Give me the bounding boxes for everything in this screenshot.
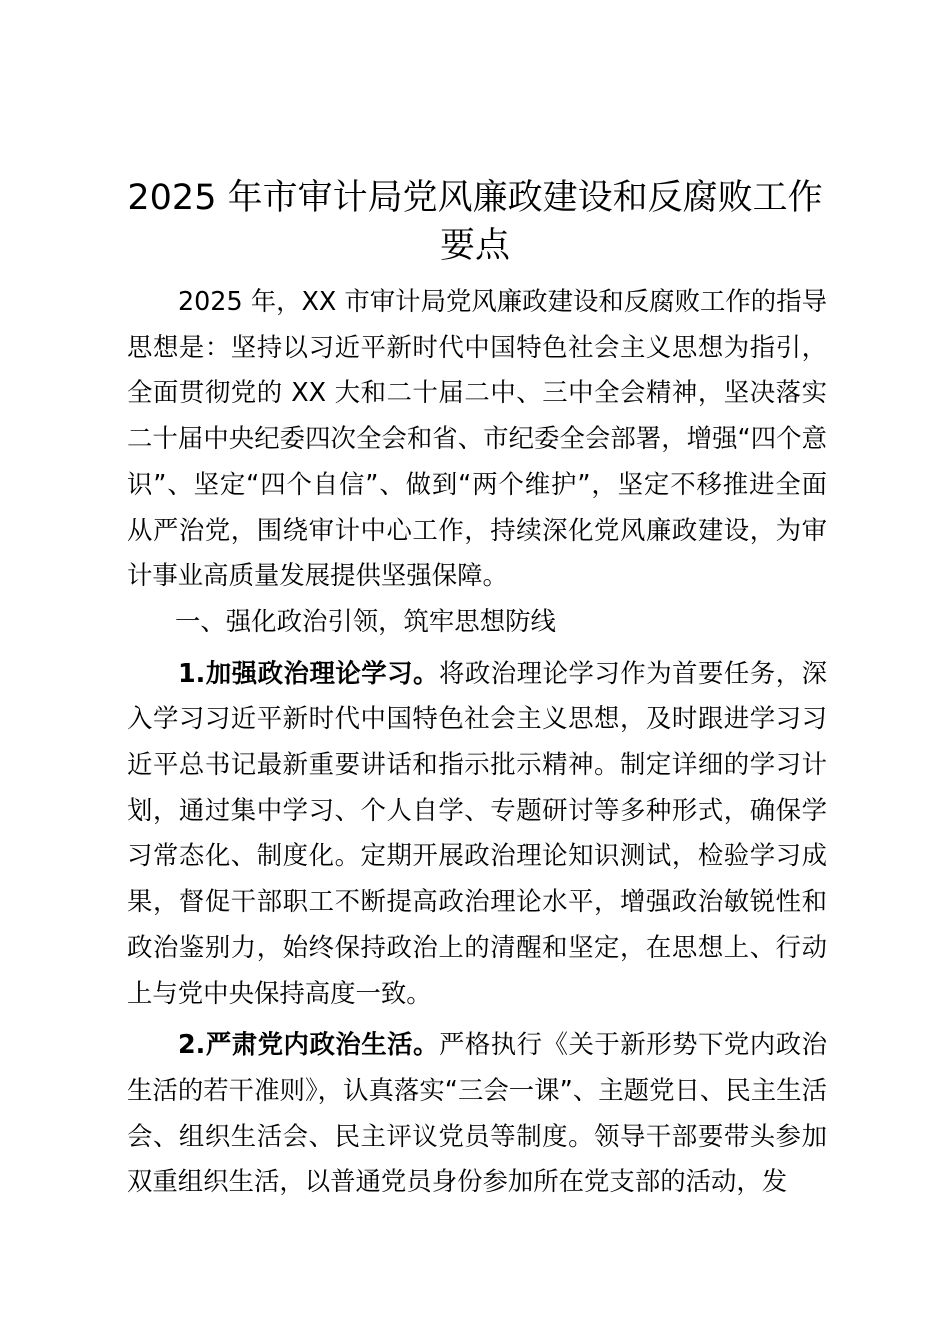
- document-title-line1: 2025 年市审计局党风廉政建设和反腐败工作: [127, 178, 823, 218]
- intro-paragraph: 2025 年，XX 市审计局党风廉政建设和反腐败工作的指导思想是：坚持以习近平新时代中国特色社会主义思想为指引，全面贯彻党的 XX 大和二十届二中、三中全会精神，坚决落实二十届中央纪委四次全会和省、市纪委全会部署，增强“四个意识”、坚定“四个自信”、做到“两个维护”，坚定不移推进全面从严治党，围绕审计中心工作，持续深化党风廉政建设，为审计事业高质量发展提供坚强保障。: [127, 286, 827, 591]
- item2-text: 严格执行《关于新形势下党内政治生活的若干准则》，认真落实“三会一课”、主题党日、民主生活会、组织生活会、民主评议党员等制度。领导干部要带头参加双重组织生活，以普通党员身份参加所在党支部的活动，发: [127, 1029, 828, 1197]
- item1-text: 将政治理论学习作为首要任务，深入学习习近平新时代中国特色社会主义思想，及时跟进学习习近平总书记最新重要讲话和指示批示精神。制定详细的学习计划，通过集中学习、个人自学、专题研讨等多种形式，确保学习常态化、制度化。定期开展政治理论知识测试，检验学习成果，督促干部职工不断提高政治理论水平，增强政治敏锐性和政治鉴别力，始终保持政治上的清醒和坚定，在思想上、行动上与党中央保持高度一致。: [127, 657, 828, 1008]
- item2-paragraph: [127, 1022, 827, 1205]
- document-body: [127, 279, 827, 1205]
- item1-lead: 1.加强政治理论学习。: [178, 657, 439, 688]
- document-title-line2: 要点: [439, 226, 510, 266]
- item2-lead: 2.严肃党内政治生活。: [178, 1029, 439, 1060]
- section1-heading: 一、强化政治引领，筑牢思想防线: [175, 605, 556, 636]
- item1-paragraph: [127, 651, 827, 1017]
